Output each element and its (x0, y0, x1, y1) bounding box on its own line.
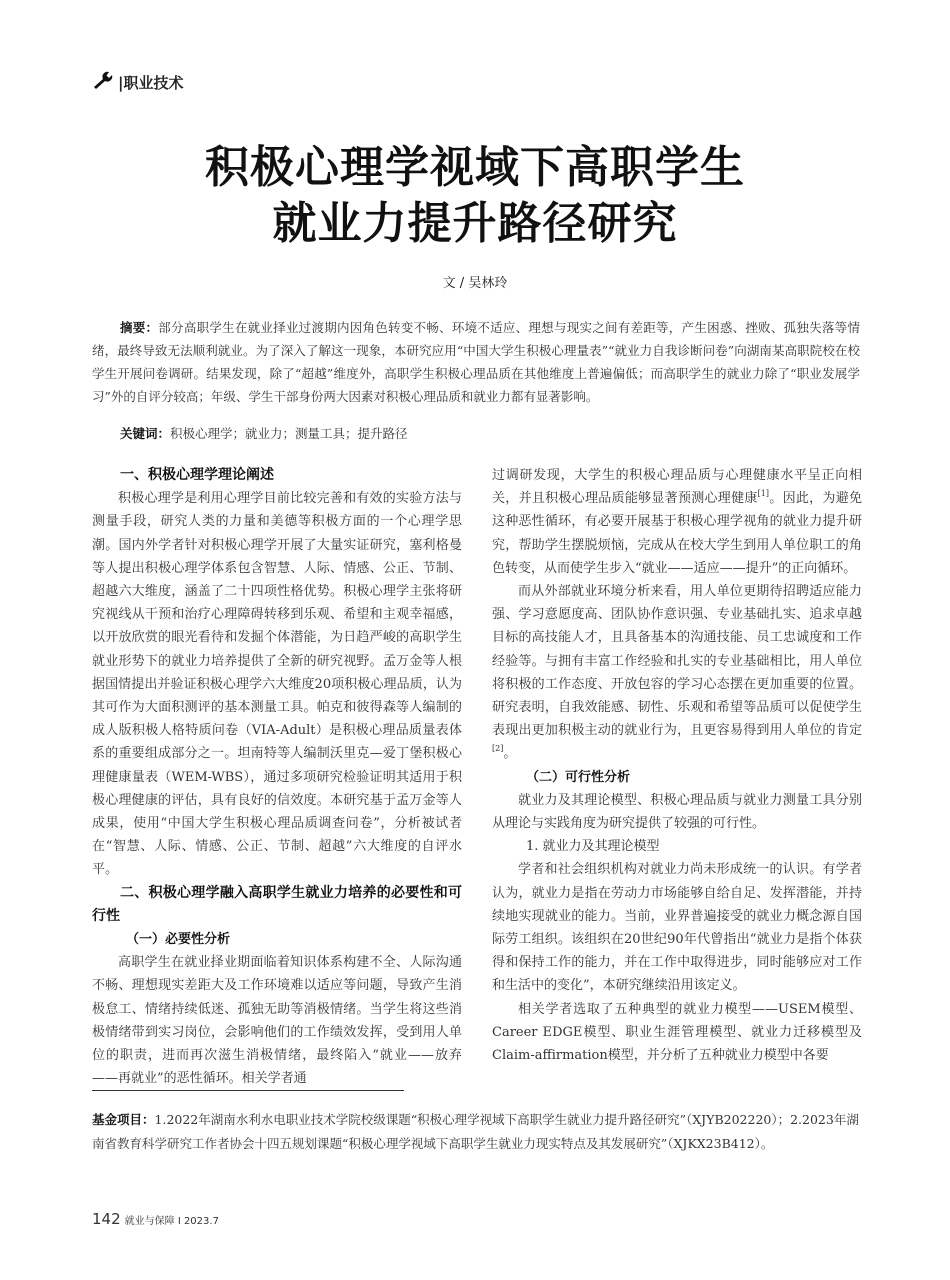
article-title (0, 140, 950, 252)
paragraph: 就业力及其理论模型、积极心理品质与就业力测量工具分别从理论与实践角度为研究提供了较强的可行性。 (492, 792, 862, 832)
subsection-heading: （二）可行性分析 (526, 769, 631, 785)
page-footer (92, 1210, 219, 1228)
right-column (492, 464, 862, 1067)
text: 过调研发现，大学生的积极心理品质与心理健康水平呈正向相关，并且积极心理品质能够显著预测心理健康 (492, 468, 862, 507)
paragraph: 积极心理学是利用心理学目前比较完善和有效的实验方法与测量手段，研究人类的力量和美德等积极方面的一个心理学思潮。国内外学者针对积极心理学开展了大量实证研究，塞利格曼等人提出积极心理学体系包含智慧、人际、情感、公正、节制、超越六大维度，涵盖了二十四项性格优势。积极心理学主张将研究视线从干预和治疗心理障碍转移到乐观、希望和主观幸福感，以开放欣赏的眼光看待和发掘个体潜能，为日趋严峻的高职学生就业形势下的就业力培养提供了全新的研究视野。孟万金等人根据国情提出并验证积极心理学六大维度20项积极心理品质，认为其可作为大面积测评的基本测量工具。帕克和彼得森等人编制的成人版积极人格特质问卷（VIA-Adult）是积极心理品质量表体系的重要组成部分之一。坦南特等人编制沃里克—爱丁堡积极心理健康量表（WEM-WBS），通过多项研究检验证明其适用于积极心理健康的评估，具有良好的信效度。本研究基于孟万金等人成果，使用“中国大学生积极心理品质调查问卷”，分析被试者在“智慧、人际、情感、公正、节制、超越”六大维度的自评水平。 (92, 491, 462, 878)
section-label: |职业技术 (118, 73, 184, 92)
abstract-text: 部分高职学生在就业择业过渡期内因角色转变不畅、环境不适应、理想与现实之间有差距等，产生困惑、挫败、孤独失落等情绪，最终导致无法顺利就业。为了深入了解这一现象，本研究应用“中国大学生积极心理量表”“就业力自我诊断问卷”向湖南某高职院校在校学生开展问卷调研。结果发现，除了“超越”维度外，高职学生积极心理品质在其他维度上普遍偏低；而高职学生的就业力除了“职业发展学习”外的自评分较高；年级、学生干部身份两大因素对积极心理品质和就业力都有显著影响。 (92, 320, 860, 404)
paragraph (492, 464, 862, 580)
abstract (92, 316, 860, 408)
text: 而从外部就业环境分析来看，用人单位更期待招聘适应能力强、学习意愿度高、团队协作意识强、专业基础扎实、追求卓越目标的高技能人才，且具备基本的沟通技能、员工忠诚度和工作经验等。与拥有丰富工作经验和扎实的专业基础相比，用人单位将积极的工作态度、开放包容的学习心态摆在更加重要的位置。研究表明，自我效能感、韧性、乐观和希望等品质可以促使学生表现出更加积极主动的就业行为，且更容易得到用人单位的肯定 (492, 584, 862, 739)
author: 文 / 吴林玲 (442, 276, 508, 291)
abstract-label: 摘要： (120, 320, 159, 335)
section-heading-1: 一、积极心理学理论阐述 (120, 467, 274, 483)
keywords-label: 关键词： (120, 426, 171, 441)
paragraph: 高职学生在就业择业期面临着知识体系构建不全、人际沟通不畅、理想现实差距大及工作环境难以适应等问题，导致产生消极怠工、情绪持续低迷、孤独无助等消极情绪。当学生将这些消极情绪带到实习岗位，会影响他们的工作绩效发挥，受到用人单位的职责，进而再次滋生消极情绪，最终陷入“就业——放弃——再就业”的恶性循环。相关学者通 (92, 955, 462, 1087)
paragraph: 相关学者选取了五种典型的就业力模型——USEM模型、Career EDGE模型、职业生涯管理模型、就业力迁移模型及Claim-affirmation模型，并分析了五种就业力模型中各要 (492, 1001, 862, 1064)
title-line-1: 积极心理学视域下高职学生 (205, 142, 745, 193)
keywords-text: 积极心理学；就业力；测量工具；提升路径 (170, 426, 408, 441)
funding-label: 基金项目： (92, 1112, 155, 1127)
footnote-divider (92, 1090, 404, 1091)
page-number: 142 (92, 1210, 121, 1228)
citation-2[interactable]: [2] (492, 744, 504, 754)
paragraph (492, 580, 862, 766)
citation-1[interactable]: [1] (757, 489, 769, 499)
title-line-2: 就业力提升路径研究 (272, 198, 678, 249)
subsection-heading: （一）必要性分析 (126, 932, 231, 948)
text: 。 (503, 746, 517, 762)
paragraph: 学者和社会组织机构对就业力尚未形成统一的认识。有学者认为，就业力是指在劳动力市场能够自给自足、发挥潜能，并持续地实现就业的能力。当前，业界普遍接受的就业力概念源自国际劳工组织。该组织在20世纪90年代曾指出“就业力是指个体获得和保持工作的能力，并在工作中取得进步，同时能够应对工作和生活中的变化”，本研究继续沿用该定义。 (492, 862, 862, 994)
funding-text: 1.2022年湖南水利水电职业技术学院校级课题“积极心理学视域下高职学生就业力提升路径研究”（XJYB202220）；2.2023年湖南省教育科学研究工作者协会十四五规划课题“积极心理学视域下高职学生就业力现实特点及其发展研究”（XJKX23B412）。 (92, 1112, 859, 1151)
left-column (92, 464, 462, 1090)
section-heading-2: 二、积极心理学融入高职学生就业力培养的必要性和可行性 (92, 884, 462, 924)
text: 。因此，为避免这种恶性循环，有必要开展基于积极心理学视角的就业力提升研究，帮助学生摆脱烦恼，完成从在校大学生到用人单位职工的角色转变，从而使学生步入“就业——适应——提升”的正向循环。 (492, 491, 862, 576)
keywords (120, 422, 408, 445)
sub-subsection-heading: 1. 就业力及其理论模型 (526, 839, 660, 855)
journal-name: 就业与保障 I 2023.7 (124, 1216, 219, 1227)
funding-note (92, 1108, 862, 1156)
wrench-icon (92, 70, 114, 94)
section-header (92, 70, 183, 94)
